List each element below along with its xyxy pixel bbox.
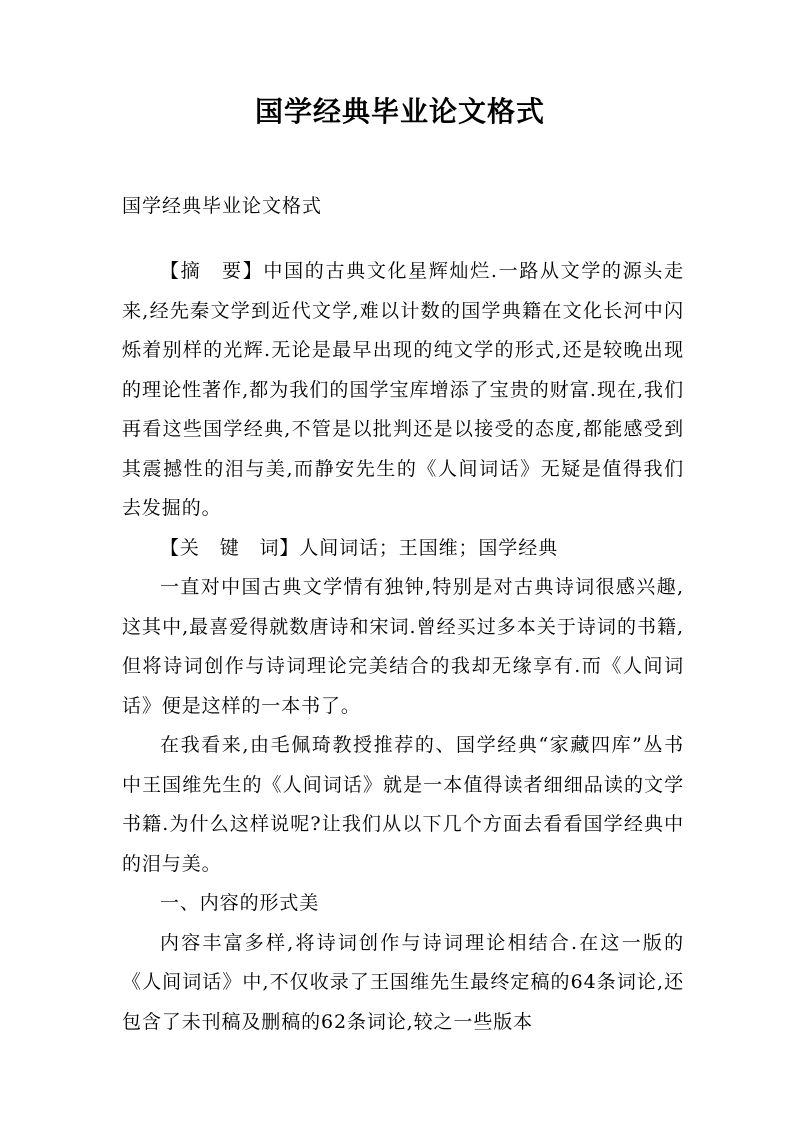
abstract-paragraph: 【摘 要】中国的古典文化星辉灿烂.一路从文学的源头走来,经先秦文学到近代文学,难以计数的国学典籍在文化长河中闪烁着别样的光辉.无论是最早出现的纯文学的形式,还是较晚出现的理论性著作,都为我们的国学宝库增添了宝贵的财富.现在,我们再看这些国学经典,不管是以批判还是以接受的态度,都能感受到其震撼性的泪与美,而静安先生的《人间词话》无疑是值得我们去发掘的。 [122,260,684,519]
body-paragraph: 一直对中国古典文学情有独钟,特别是对古典诗词很感兴趣,这其中,最喜爱得就数唐诗和宋词.曾经买过多本关于诗词的书籍,但将诗词创作与诗词理论完美结合的我却无缘享有.而《人间词话》便是这样的一本书了。 [122,576,684,717]
document-title: 国学经典毕业论文格式 [254,95,545,128]
keywords-paragraph: 【关 键 词】人间词话；王国维；国学经典 [160,536,559,559]
section-heading: 一、内容的形式美 [160,892,320,914]
document-subtitle: 国学经典毕业论文格式 [122,195,323,217]
body-paragraph: 在我看来,由毛佩琦教授推荐的、国学经典“家藏四库”丛书中王国维先生的《人间词话》就是一本值得读者细细品读的文学书籍.为什么这样说呢?让我们从以下几个方面去看看国学经典中的泪与美。 [122,734,684,875]
body-paragraph: 内容丰富多样,将诗词创作与诗词理论相结合.在这一版的《人间词话》中,不仅收录了王国维先生最终定稿的64条词论,还包含了未刊稿及删稿的62条词论,较之一些版本 [122,931,684,1033]
document-body [122,252,684,1042]
